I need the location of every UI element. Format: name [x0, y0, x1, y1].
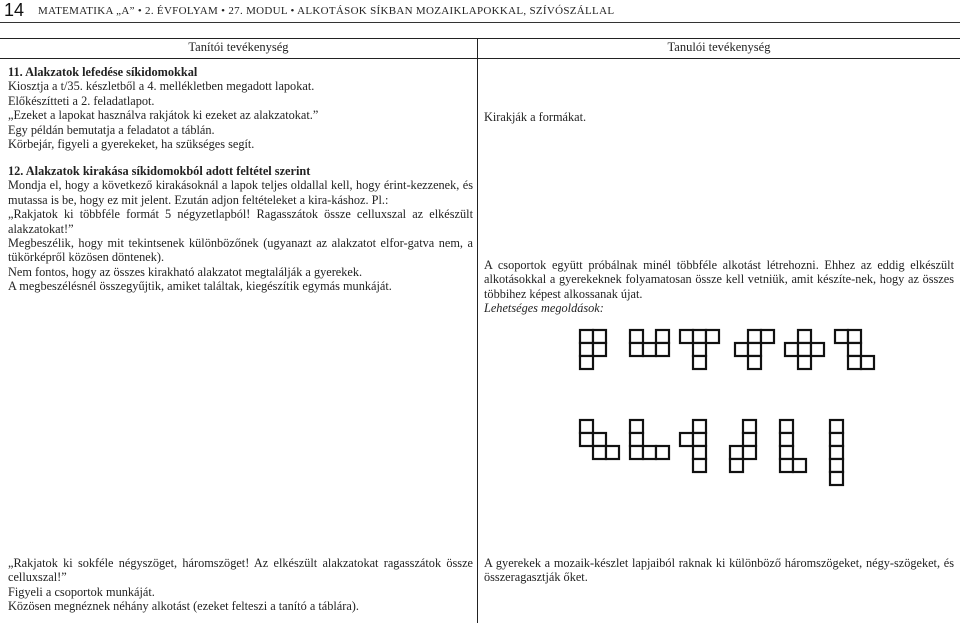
section-12-teacher — [8, 164, 473, 294]
pentomino-cell — [580, 420, 593, 433]
paragraph: Közösen megnéznek néhány alkotást (ezeket felteszi a tanító a táblára). — [8, 599, 359, 614]
pentomino-n — [730, 420, 756, 472]
pentomino-v — [630, 420, 669, 459]
header-rule — [0, 22, 960, 23]
pentomino-p — [580, 330, 606, 369]
pentomino-cell — [798, 343, 811, 356]
paragraph: Megbeszélik, hogy mit tekintsenek különbözőnek (ugyanazt az alakzatot elfor-gatva nem, a tükörképről közösen döntenek). — [8, 236, 473, 265]
column-header-student: Tanulói tevékenység — [667, 40, 771, 54]
pentomino-cell — [693, 420, 706, 433]
pentomino-cell — [643, 446, 656, 459]
pentomino-u — [630, 330, 669, 356]
pentomino-w — [580, 420, 619, 459]
pentomino-cell — [693, 330, 706, 343]
pentomino-cell — [835, 330, 848, 343]
pentomino-cell — [798, 330, 811, 343]
student-text: A gyerekek a mozaik-készlet lapjaiból raknak ki különböző háromszögeket, négy-szögeket, és összeragasztják őket. — [484, 556, 954, 585]
pentomino-cell — [830, 459, 843, 472]
text-line: Körbejár, figyeli a gyerekeket, ha szükséges segít. — [8, 137, 255, 152]
pentomino-cell — [606, 446, 619, 459]
pentomino-cell — [730, 446, 743, 459]
pentomino-y — [680, 420, 706, 472]
pentomino-cell — [580, 433, 593, 446]
student-text: Kirakják a formákat. — [484, 110, 587, 124]
pentomino-cell — [748, 343, 761, 356]
page-number: 14 — [4, 0, 25, 20]
page-header — [0, 0, 960, 20]
pentomino-cell — [780, 433, 793, 446]
pentomino-cell — [630, 343, 643, 356]
pentomino-cell — [785, 343, 798, 356]
column-divider — [477, 38, 478, 623]
section-11-student — [484, 110, 954, 124]
running-title: MATEMATIKA „A” • 2. ÉVFOLYAM • 27. MODUL • ALKOTÁSOK SÍKBAN MOZAIKLAPOKKAL, SZÍVÓSZÁLLAL — [38, 5, 615, 17]
pentomino-cell — [761, 330, 774, 343]
pentomino-cell — [830, 420, 843, 433]
pentomino-cell — [706, 330, 719, 343]
pentomino-x — [785, 330, 824, 369]
pentomino-cell — [748, 356, 761, 369]
pentomino-z — [835, 330, 874, 369]
paragraph: Nem fontos, hogy az összes kirakható alakzatot megtalálják a gyerekek. — [8, 264, 363, 279]
text-line: Egy példán bemutatja a feladatot a táblán. — [8, 122, 215, 137]
pentomino-cell — [848, 330, 861, 343]
pentomino-cell — [735, 343, 748, 356]
pentomino-t — [680, 330, 719, 369]
pentomino-cell — [798, 356, 811, 369]
pentomino-cell — [630, 420, 643, 433]
pentomino-cell — [780, 446, 793, 459]
pentomino-cell — [793, 459, 806, 472]
section-11-teacher — [8, 65, 473, 151]
pentomino-solutions — [575, 325, 955, 540]
table-top-border — [0, 38, 960, 39]
text-line: Kiosztja a t/35. készletből a 4. mellékletben megadott lapokat. — [8, 79, 315, 94]
pentomino-cell — [780, 459, 793, 472]
section-13-teacher — [8, 556, 473, 614]
pentomino-cell — [730, 459, 743, 472]
pentomino-cell — [656, 446, 669, 459]
paragraph: Figyeli a csoportok munkáját. — [8, 584, 155, 599]
pentomino-cell — [848, 343, 861, 356]
pentomino-cell — [580, 343, 593, 356]
section-12-title: 12. Alakzatok kirakása síkidomokból adott feltétel szerint — [8, 164, 311, 178]
pentomino-cell — [811, 343, 824, 356]
pentomino-cell — [743, 446, 756, 459]
pentomino-cell — [693, 446, 706, 459]
text-line: „Ezeket a lapokat használva rakjátok ki ezeket az alakzatokat.” — [8, 108, 319, 123]
pentomino-cell — [848, 356, 861, 369]
pentomino-cell — [656, 330, 669, 343]
pentomino-cell — [580, 330, 593, 343]
section-13-student — [484, 556, 954, 585]
paragraph: A megbeszélésnél összegyűjtik, amiket találtak, kiegészítik egymás munkáját. — [8, 279, 392, 294]
pentomino-cell — [743, 420, 756, 433]
pentomino-cell — [830, 433, 843, 446]
pentomino-cell — [643, 343, 656, 356]
pentomino-cell — [680, 330, 693, 343]
column-header-teacher: Tanítói tevékenység — [188, 40, 289, 54]
pentomino-cell — [693, 356, 706, 369]
paragraph: Mondja el, hogy a következő kirakásoknál a lapok teljes oldallal kell, hogy érint-kezzenek, és mutassa is be, hogy ez mit jelent. Ezután adjon feltételeket a kira-káshoz. Pl.: — [8, 178, 473, 207]
pentomino-cell — [830, 472, 843, 485]
pentomino-cell — [656, 343, 669, 356]
pentomino-cell — [680, 433, 693, 446]
pentomino-cell — [593, 343, 606, 356]
pentomino-cell — [830, 446, 843, 459]
section-11-title: 11. Alakzatok lefedése síkidomokkal — [8, 65, 198, 79]
table-header-border — [0, 58, 960, 59]
pentomino-cell — [693, 433, 706, 446]
quote: „Rakjatok ki sokféle négyszöget, háromszöget! Az elkészült alakzatokat ragasszátok össze celluxszal!” — [8, 556, 473, 585]
pentomino-cell — [593, 330, 606, 343]
pentomino-cell — [693, 343, 706, 356]
pentomino-cell — [630, 330, 643, 343]
pentomino-cell — [630, 433, 643, 446]
section-12-student — [484, 258, 954, 316]
pentomino-cell — [593, 446, 606, 459]
quote: „Rakjatok ki többféle formát 5 négyzetlapból! Ragasszátok össze celluxszal az elkészült alakzatokat!” — [8, 207, 473, 236]
pentomino-cell — [743, 433, 756, 446]
student-text: A csoportok együtt próbálnak minél többféle alkotást létrehozni. Ehhez az eddig elkészült alkotásokkal a gyerekeknek folyamatosan össze kell vetniük, amit készíte-nek, hogy az összes többihez képest alkossanak újat. — [484, 258, 954, 301]
pentomino-f — [735, 330, 774, 369]
pentomino-cell — [693, 459, 706, 472]
pentomino-cell — [861, 356, 874, 369]
pentomino-cell — [748, 330, 761, 343]
pentomino-cell — [780, 420, 793, 433]
solutions-label: Lehetséges megoldások: — [484, 301, 604, 316]
pentomino-cell — [630, 446, 643, 459]
pentomino-i — [830, 420, 843, 485]
pentomino-l — [780, 420, 806, 472]
pentomino-cell — [593, 433, 606, 446]
text-line: Előkészítteti a 2. feladatlapot. — [8, 93, 155, 108]
pentomino-cell — [580, 356, 593, 369]
